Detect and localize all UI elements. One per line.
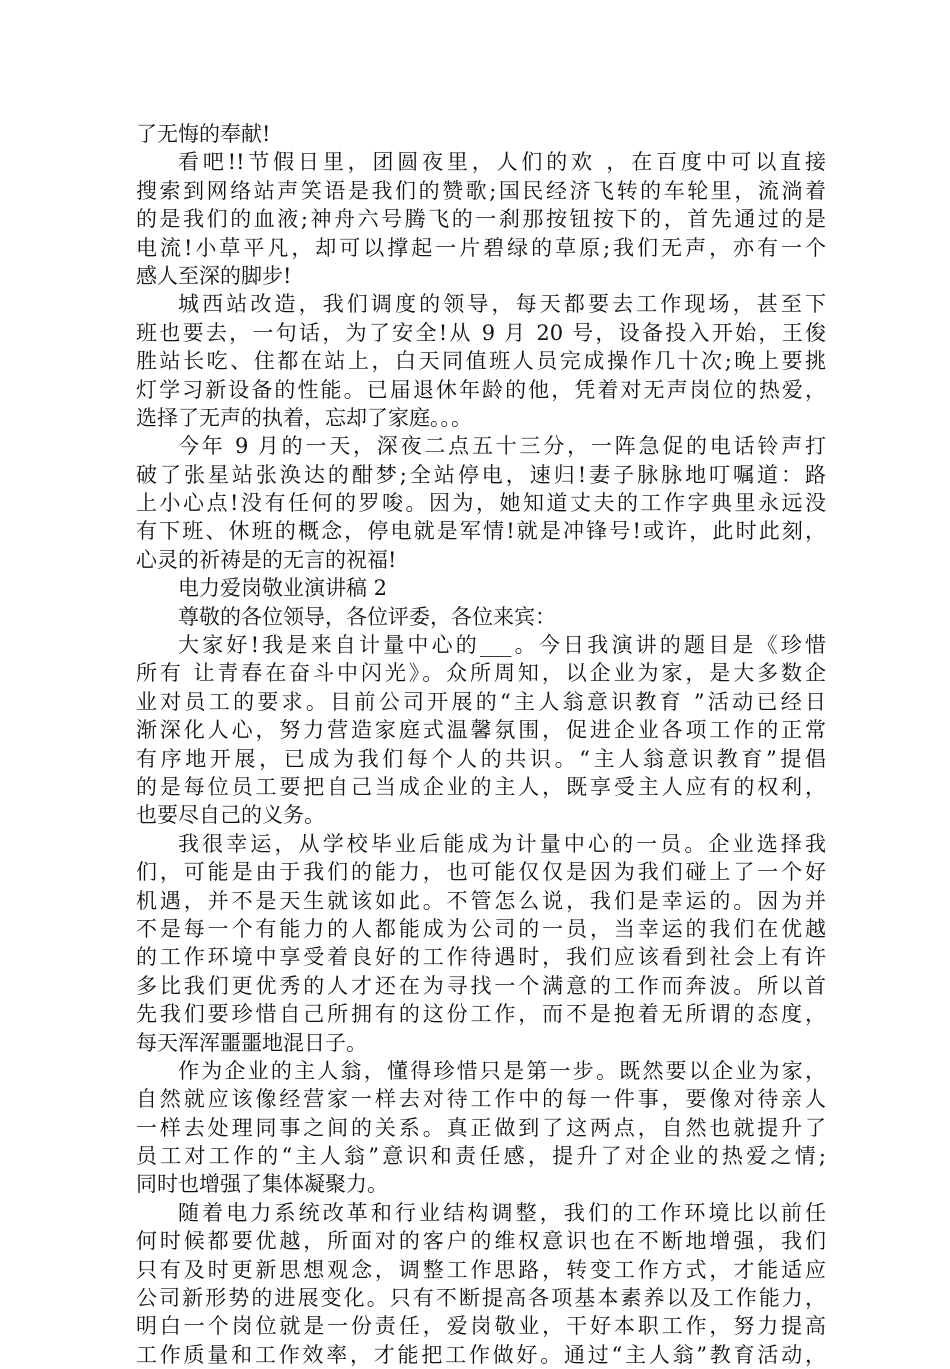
text-line: 破了张星站张涣达的酣梦;全站停电，速归!妻子脉脉地叮嘱道：路 xyxy=(136,462,826,487)
text-line: 一样去处理同事之间的关系。真正做到了这两点，自然也就提升了 xyxy=(136,1115,826,1140)
text-line: 班也要去，一句话，为了安全!从 9 月 20 号，设备投入开始，王俊 xyxy=(136,320,826,345)
text-line: 作为企业的主人翁，懂得珍惜只是第一步。既然要以企业为家， xyxy=(178,1058,826,1083)
text-line: 只有及时更新思想观念，调整工作思路，转变工作方式，才能适应 xyxy=(136,1257,826,1282)
text-line: 搜索到网络站声笑语是我们的赞歌;国民经济飞转的车轮里，流淌着 xyxy=(136,178,826,203)
text-line: 尊敬的各位领导，各位评委，各位来宾： xyxy=(178,604,556,629)
text-line: 的是我们的血液;神舟六号腾飞的一刹那按钮按下的，首先通过的是 xyxy=(136,207,826,232)
text-line: 感人至深的脚步! xyxy=(136,263,292,288)
text-line: 也要尽自己的义务。 xyxy=(136,803,325,828)
text-line: 有下班、休班的概念，停电就是军情!就是冲锋号!或许，此时此刻， xyxy=(136,519,826,544)
text-line: 渐深化人心，努力营造家庭式温馨氛围，促进企业各项工作的正常 xyxy=(136,718,826,743)
text-line: 机遇，并不是天生就该如此。不管怎么说，我们是幸运的。因为并 xyxy=(136,888,826,913)
text-line: 有序地开展，已成为我们每个人的共识。“主人翁意识教育”提倡 xyxy=(136,746,826,771)
text-line: 多比我们更优秀的人才还在为寻找一个满意的工作而奔波。所以首 xyxy=(136,973,826,998)
text-line: 工作质量和工作效率，才能把工作做好。通过“主人翁”教育活动， xyxy=(136,1342,826,1367)
text-line: 随着电力系统改革和行业结构调整，我们的工作环境比以前任 xyxy=(178,1200,826,1225)
text-line: 胜站长吃、住都在站上，白天同值班人员完成操作几十次;晚上要挑 xyxy=(136,349,826,374)
text-line: 上小心点!没有任何的罗唆。因为，她知道丈夫的工作字典里永远没 xyxy=(136,491,826,516)
text-line: 电力爱岗敬业演讲稿 2 xyxy=(178,576,388,601)
text-line: 的是每位员工要把自己当成企业的主人，既享受主人应有的权利， xyxy=(136,774,826,799)
text-line: 同时也增强了集体凝聚力。 xyxy=(136,1172,388,1197)
text-line: 的工作环境中享受着良好的工作待遇时，我们应该看到社会上有许 xyxy=(136,945,826,970)
text-line: 业对员工的要求。目前公司开展的“主人翁意识教育 ”活动已经日 xyxy=(136,689,826,714)
text-line: 电流!小草平凡，却可以撑起一片碧绿的草原;我们无声，亦有一个 xyxy=(136,235,826,260)
text-line: 自然就应该像经营家一样去对待工作中的每一件事，要像对待亲人 xyxy=(136,1087,826,1112)
text-line: 选择了无声的执着，忘却了家庭。。。 xyxy=(136,405,472,430)
text-line: 们，可能是由于我们的能力，也可能仅仅是因为我们碰上了一个好 xyxy=(136,860,826,885)
text-line: 明白一个岗位就是一份责任，爱岗敬业，干好本职工作，努力提高 xyxy=(136,1314,826,1339)
text-line: 每天浑浑噩噩地混日子。 xyxy=(136,1030,367,1055)
text-line: 不是每一个有能力的人都能成为公司的一员，当幸运的我们在优越 xyxy=(136,916,826,941)
text-line: 看吧!!节假日里，团圆夜里，人们的欢 ，在百度中可以直接 xyxy=(178,150,826,175)
text-line: 员工对工作的“主人翁”意识和责任感，提升了对企业的热爱之情; xyxy=(136,1144,826,1169)
text-line: 心灵的祈祷是的无言的祝福! xyxy=(136,547,397,572)
text-line: 了无悔的奉献! xyxy=(136,122,271,146)
text-line: 今年 9 月的一天，深夜二点五十三分，一阵急促的电话铃声打 xyxy=(178,434,826,459)
text-line: 先我们要珍惜自己所拥有的这份工作，而不是抱着无所谓的态度， xyxy=(136,1002,826,1027)
document-body xyxy=(136,120,826,1369)
text-line: 大家好!我是来自计量中心的___。今日我演讲的题目是《珍惜 xyxy=(178,633,826,658)
text-line: 灯学习新设备的性能。已届退休年龄的他，凭着对无声岗位的热爱， xyxy=(136,377,826,402)
text-line: 城西站改造，我们调度的领导，每天都要去工作现场，甚至下 xyxy=(178,292,826,317)
text-line: 公司新形势的进展变化。只有不断提高各项基本素养以及工作能力， xyxy=(136,1286,826,1311)
text-line: 我很幸运，从学校毕业后能成为计量中心的一员。企业选择我 xyxy=(178,831,826,856)
text-line: 所有 让青春在奋斗中闪光》。众所周知，以企业为家，是大多数企 xyxy=(136,661,826,686)
text-line: 何时候都要优越，所面对的客户的维权意识也在不断地增强，我们 xyxy=(136,1229,826,1254)
